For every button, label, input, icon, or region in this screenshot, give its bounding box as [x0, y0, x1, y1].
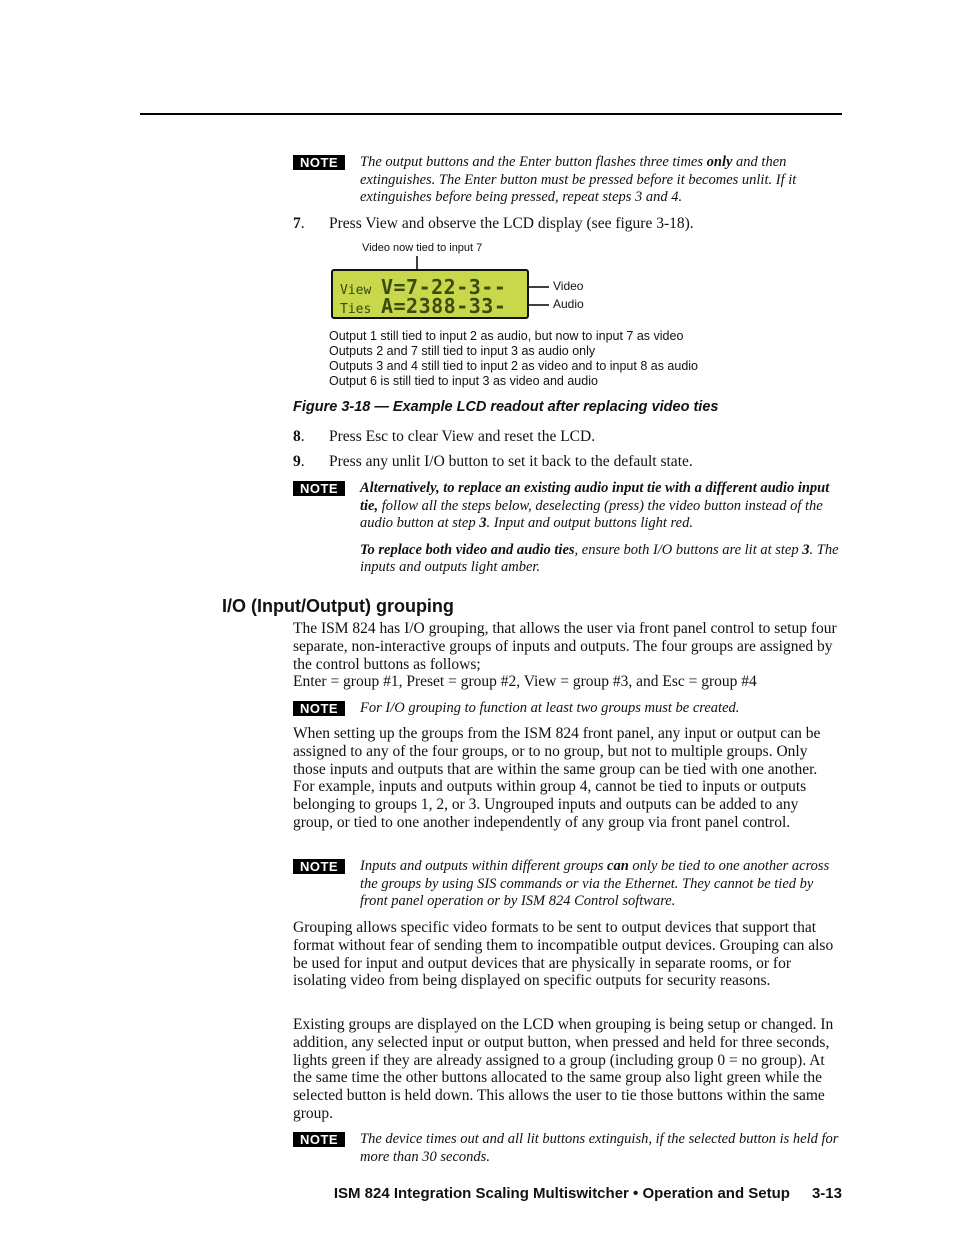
lcd-display	[331, 269, 529, 319]
page-footer	[334, 1185, 842, 1202]
note-timeout	[293, 1131, 840, 1166]
note-badge: NOTE	[293, 155, 345, 170]
note-text: For I/O grouping to function at least two groups must be created.	[360, 700, 740, 716]
figure-desc-line: Outputs 2 and 7 still tied to input 3 as audio only	[329, 344, 596, 358]
figure-desc-line: Output 6 is still tied to input 3 as video and audio	[329, 374, 598, 388]
paragraph-formats: Grouping allows specific video formats to be sent to output devices that support that format without fear of sending them to incompatible output devices. Grouping can also be used for input and output devices that are physically in separate rooms, or for isolating video from being displayed on specific outputs for security reasons.	[293, 919, 834, 990]
note-text: Alternatively, to replace an existing audio input tie with a different audio input tie, follow all the steps below, deselecting (press) the video button instead of the audio button at step 3. Input and output buttons light red.	[360, 480, 830, 531]
footer-title: ISM 824 Integration Scaling Multiswitcher • Operation and Setup	[333, 1185, 790, 1202]
note-text: The device times out and all lit buttons extinguish, if the selected button is held for more than 30 seconds.	[360, 1131, 839, 1165]
note-badge: NOTE	[293, 701, 345, 716]
note-text-2: To replace both video and audio ties, ensure both I/O buttons are lit at step 3. The inputs and outputs light amber.	[360, 541, 839, 575]
figure-callout-top: Video now tied to input 7	[362, 242, 483, 254]
note-badge: NOTE	[293, 859, 345, 874]
note-badge: NOTE	[293, 1132, 345, 1147]
figure-desc-line: Outputs 3 and 4 still tied to input 2 as video and to input 8 as audio	[329, 359, 699, 373]
figure-description	[329, 329, 698, 389]
paragraph-setup: When setting up the groups from the ISM 824 front panel, any input or output can be assigned to any of the four groups, or to no group, but not to multiple groups. Only those inputs and outputs that are within the same group can be tied with one another. For example, inputs and outputs within group 4, cannot be tied to inputs or outputs belonging to groups 1, 2, or 3. Ungrouped inputs and outputs can be added to any group, or tied to one another independently of any group via front panel control.	[293, 725, 821, 831]
figure-desc-line: Output 1 still tied to input 2 as audio, but now to input 7 as video	[329, 329, 684, 343]
note-alternative-audio	[293, 480, 840, 577]
step-9: 9. Press any unlit I/O button to set it back to the default state.	[293, 453, 693, 470]
page-number: 3-13	[811, 1185, 842, 1202]
note-text: Inputs and outputs within different groups can only be tied to one another across the groups by using SIS commands or via the Ethernet. They cannot be tied by front panel operation or by ISM 824 Control software.	[360, 858, 830, 909]
note-two-groups	[293, 700, 840, 718]
label-audio: Audio	[553, 297, 584, 311]
figure-caption: Figure 3-18 — Example LCD readout after replacing video ties	[293, 399, 719, 415]
paragraph-existing-groups: Existing groups are displayed on the LCD when grouping is being setup or changed. In addition, any selected input or output button, when pressed and held for three seconds, lights green if they are already assigned to a group (including group 0 = no group). At the same time the other buttons allocated to the same group also light green while the selected button is held down. This allows the user to tie those buttons within the same group.	[293, 1016, 834, 1122]
note-text: The output buttons and the Enter button flashes three times only and then extinguishes. The Enter button must be pressed before it becomes unlit. If it extinguishes before being pressed, repeat steps 3 and 4.	[360, 154, 797, 205]
paragraph-intro: The ISM 824 has I/O grouping, that allows the user via front panel control to setup four separate, non-interactive groups of inputs and outputs. The four groups are assigned by the control buttons as follows; Enter = group #1, Preset = group #2, View = group #3, and Esc = group #4	[293, 620, 837, 691]
note-different-groups	[293, 858, 840, 911]
note-badge: NOTE	[293, 481, 345, 496]
lcd-row-audio: Ties A=2388-33-	[340, 294, 507, 318]
section-heading: I/O (Input/Output) grouping	[222, 596, 454, 616]
step-7: 7. Press View and observe the LCD display (see figure 3-18).	[293, 215, 694, 232]
lcd-row-video: View V=7-22-3--	[340, 275, 507, 299]
step-8: 8. Press Esc to clear View and reset the LCD.	[293, 428, 596, 445]
label-video: Video	[553, 279, 584, 293]
